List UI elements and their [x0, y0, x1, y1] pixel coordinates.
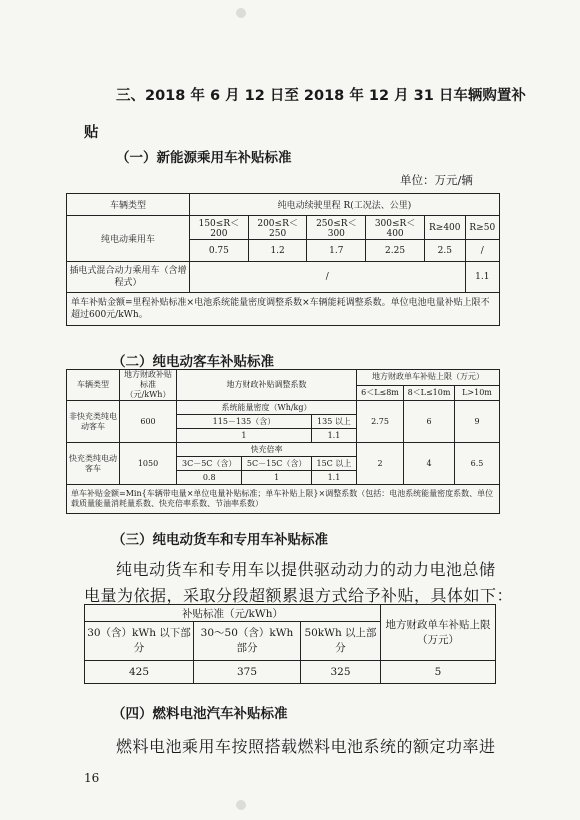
bev-label: 纯电动乘用车: [67, 216, 190, 262]
col-range-header: 纯电动续驶里程 R(工况法、公里): [190, 194, 500, 216]
bus-col-type: 车辆类型: [67, 370, 120, 401]
subsection-2-title: （二）纯电动客车补贴标准: [112, 354, 274, 370]
bus-row2-type: 快充类纯电动客车: [67, 443, 120, 485]
bus-col-std: 地方财政补贴标准（元/kWh）: [120, 370, 177, 401]
bus-row2-adj-title: 快充倍率: [177, 443, 357, 457]
segment-cell: 30（含）kWh 以下部分: [85, 622, 194, 661]
bus-row1-limit: 2.75: [357, 401, 404, 443]
segment-cell: 50kWh 以上部分: [301, 622, 381, 661]
bus-row1-adj-value: 1.1: [311, 429, 356, 443]
sub3-paragraph-line1: 纯电动货车和专用车以提供驱动动力的动力电池总储: [116, 560, 496, 579]
subsection-4-title: （四）燃料电池汽车补贴标准: [112, 706, 288, 722]
col-vehicle-type: 车辆类型: [67, 194, 190, 216]
bev-value: 2.5: [424, 240, 465, 262]
length-6-8: 6＜L≤8m: [357, 385, 404, 401]
range-cell: 300≤R＜400: [366, 216, 425, 240]
bus-row2-limit: 2: [357, 443, 404, 485]
bus-row1-adj-value: 1: [177, 429, 312, 443]
subsection-1-title: （一）新能源乘用车补贴标准: [116, 150, 292, 166]
bus-row1-adj-range: 115－135（含）: [177, 415, 312, 429]
binder-hole-top: [236, 8, 246, 18]
bev-value: /: [465, 240, 499, 262]
bus-row2-std: 1050: [120, 443, 177, 485]
section-title-line1: 三、2018 年 6 月 12 日至 2018 年 12 月 31 日车辆购置补: [116, 88, 526, 104]
bus-row1-type: 非快充类纯电动客车: [67, 401, 120, 443]
table1-note: 单车补贴金额=里程补贴标准×电池系统能量密度调整系数×车辆能耗调整系数。单位电池电量补贴上限不超过600元/kWh。: [67, 293, 500, 326]
bus-row2-limit: 4: [404, 443, 455, 485]
range-cell: R≥400: [424, 216, 465, 240]
bus-col-adj: 地方财政补贴调整系数: [177, 370, 357, 401]
bus-row1-std: 600: [120, 401, 177, 443]
phev-slash: /: [190, 262, 466, 293]
length-8-10: 8＜L≤10m: [404, 385, 455, 401]
segment-value: 325: [301, 661, 381, 684]
page-number: 16: [84, 771, 100, 785]
bev-value: 1.7: [307, 240, 366, 262]
segment-value: 425: [85, 661, 194, 684]
bev-value: 2.25: [366, 240, 425, 262]
segment-cell: 30～50（含）kWh 部分: [194, 622, 301, 661]
bus-row2-adj-range: 15C 以上: [311, 457, 356, 471]
bus-row2-adj-value: 0.8: [177, 471, 242, 485]
truck-subsidy-table: [84, 604, 496, 684]
bus-subsidy-table: [66, 369, 500, 514]
bus-col-limit: 地方财政单车补贴上限（万元）: [357, 370, 500, 386]
passenger-car-subsidy-table: [66, 193, 500, 326]
length-over-10: L>10m: [455, 385, 500, 401]
truck-col-limit: 地方财政单车补贴上限（万元）: [381, 605, 496, 661]
bus-row1-limit: 6: [404, 401, 455, 443]
bus-row2-adj-value: 1.1: [311, 471, 356, 485]
sub4-paragraph-line1: 燃料电池乘用车按照搭载燃料电池系统的额定功率进: [116, 737, 496, 756]
bev-value: 0.75: [190, 240, 249, 262]
binder-hole-bottom: [236, 800, 246, 810]
truck-col-std: 补贴标准（元/kWh）: [85, 605, 381, 622]
phev-value: 1.1: [465, 262, 499, 293]
table2-note: 单车补贴金额=Min{车辆带电量×单位电量补贴标准；单车补贴上限}×调整系数（包括：电池系统能量密度系数、单位载质量能量消耗量系数、快充倍率系数、节油率系数）: [67, 485, 500, 514]
bus-row2-adj-range: 5C－15C（含）: [242, 457, 311, 471]
segment-value: 375: [194, 661, 301, 684]
truck-limit-value: 5: [381, 661, 496, 684]
range-cell: 200≤R＜250: [248, 216, 307, 240]
bus-row2-limit: 6.5: [455, 443, 500, 485]
bev-value: 1.2: [248, 240, 307, 262]
bus-row2-adj-value: 1: [242, 471, 311, 485]
range-cell: 150≤R＜200: [190, 216, 249, 240]
bus-row2-adj-range: 3C－5C（含）: [177, 457, 242, 471]
unit-label: 单位：万元/辆: [400, 173, 473, 187]
bus-row1-limit: 9: [455, 401, 500, 443]
bus-row1-adj-range: 135 以上: [311, 415, 356, 429]
section-title-line2: 贴: [84, 125, 99, 141]
phev-label: 插电式混合动力乘用车（含增程式）: [67, 262, 190, 293]
range-cell: 250≤R＜300: [307, 216, 366, 240]
bus-row1-adj-title: 系统能量密度（Wh/kg）: [177, 401, 357, 415]
range-cell: R≥50: [465, 216, 499, 240]
sub3-paragraph-line2: 电量为依据，采取分段超额累退方式给予补贴，具体如下：: [84, 586, 514, 605]
subsection-3-title: （三）纯电动货车和专用车补贴标准: [112, 532, 328, 548]
